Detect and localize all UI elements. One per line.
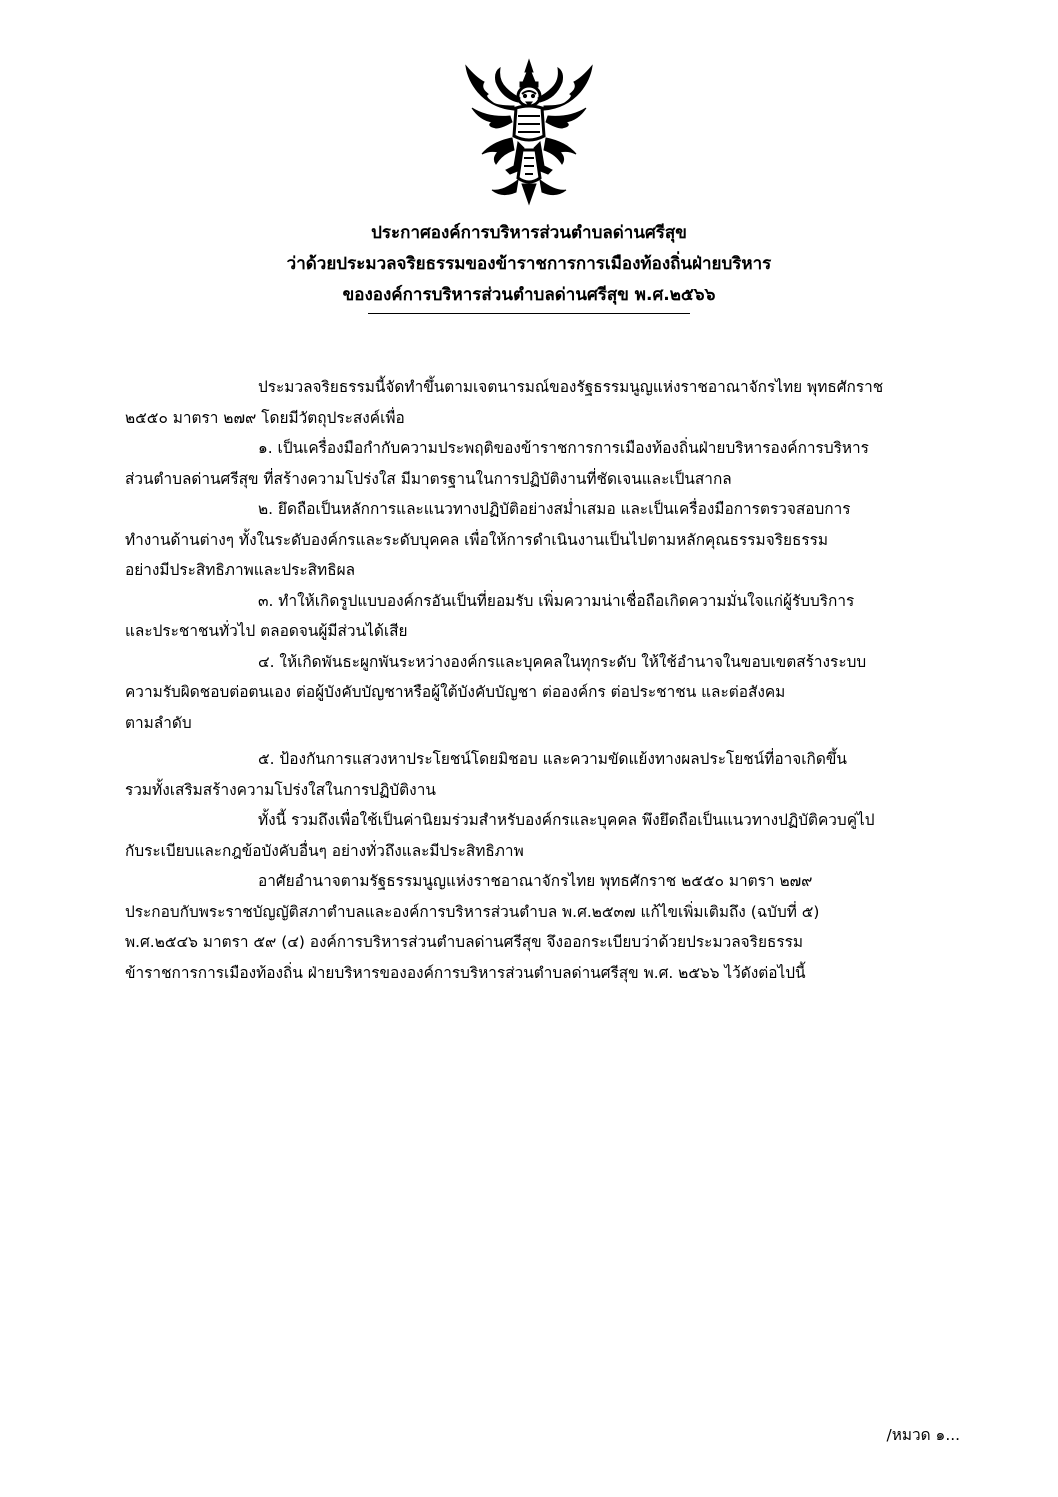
page-continuation-footer: /หมวด ๑... (886, 1426, 960, 1444)
body-line: ๒. ยึดถือเป็นหลักการและแนวทางปฏิบัติอย่างสม่ำเสมอ และเป็นเครื่องมือการตรวจสอบการ (258, 500, 851, 518)
title-divider (368, 313, 690, 314)
body-line: ๑. เป็นเครื่องมือกำกับความประพฤติของข้าราชการการเมืองท้องถิ่นฝ่ายบริหารองค์การบริหาร (258, 439, 869, 457)
body-line: ส่วนตำบลด่านศรีสุข ที่สร้างความโปร่งใส มีมาตรฐานในการปฏิบัติงานที่ชัดเจนและเป็นสากล (125, 469, 732, 488)
body-line: ข้าราชการการเมืองท้องถิ่น ฝ่ายบริหารขององค์การบริหารส่วนตำบลด่านศรีสุข พ.ศ. ๒๕๖๖ ไว้ดังต่อไปนี้ (125, 963, 806, 982)
body-line: ๒๕๕๐ มาตรา ๒๗๙ โดยมีวัตถุประสงค์เพื่อ (125, 408, 405, 427)
body-line: ๕. ป้องกันการแสวงหาประโยชน์โดยมิชอบ และความขัดแย้งทางผลประโยชน์ที่อาจเกิดขึ้น (258, 750, 847, 768)
body-line: ๔. ให้เกิดพันธะผูกพันระหว่างองค์กรและบุคคลในทุกระดับ ให้ใช้อำนาจในขอบเขตสร้างระบบ (258, 652, 867, 671)
garuda-emblem-icon (462, 58, 596, 206)
body-line: และประชาชนทั่วไป ตลอดจนผู้มีส่วนได้เสีย (125, 622, 408, 640)
body-line: ตามลำดับ (125, 713, 192, 732)
document-body (125, 372, 961, 988)
title-line-3: ขององค์การบริหารส่วนตำบลด่านศรีสุข พ.ศ.๒๕๖๖ (342, 285, 716, 305)
body-line: ทั้งนี้ รวมถึงเพื่อใช้เป็นค่านิยมร่วมสำหรับองค์กรและบุคคล พึงยึดถือเป็นแนวทางปฏิบัติควบคู่ไป (258, 811, 875, 829)
body-line: อาศัยอำนาจตามรัฐธรรมนูญแห่งราชอาณาจักรไทย พุทธศักราช ๒๕๕๐ มาตรา ๒๗๙ (258, 872, 813, 890)
body-line: พ.ศ.๒๕๔๖ มาตรา ๕๙ (๔) องค์การบริหารส่วนตำบลด่านศรีสุข จึงออกระเบียบว่าด้วยประมวลจริยธรรม (125, 933, 804, 951)
body-line: ๓. ทำให้เกิดรูปแบบองค์กรอันเป็นที่ยอมรับ เพิ่มความน่าเชื่อถือเกิดความมั่นใจแก่ผู้รับบริการ (258, 591, 855, 610)
body-line: ความรับผิดชอบต่อตนเอง ต่อผู้บังคับบัญชาหรือผู้ใต้บังคับบัญชา ต่อองค์กร ต่อประชาชน และต่อสังคม (125, 683, 786, 701)
body-line: ทำงานด้านต่างๆ ทั้งในระดับองค์กรและระดับบุคคล เพื่อให้การดำเนินงานเป็นไปตามหลักคุณธรรมจริยธรรม (125, 530, 829, 549)
body-line: อย่างมีประสิทธิภาพและประสิทธิผล (125, 561, 356, 579)
body-line: รวมทั้งเสริมสร้างความโปร่งใสในการปฏิบัติงาน (125, 780, 436, 799)
title-line-2: ว่าด้วยประมวลจริยธรรมของข้าราชการการเมืองท้องถิ่นฝ่ายบริหาร (286, 254, 772, 274)
body-line: ประกอบกับพระราชบัญญัติสภาตำบลและองค์การบริหารส่วนตำบล พ.ศ.๒๕๓๗ แก้ไขเพิ่มเติมถึง (ฉบับที่ ๕) (125, 902, 820, 921)
body-line: ประมวลจริยธรรมนี้จัดทำขึ้นตามเจตนารมณ์ของรัฐธรรมนูญแห่งราชอาณาจักรไทย พุทธศักราช (258, 378, 884, 396)
title-line-1: ประกาศองค์การบริหารส่วนตำบลด่านศรีสุข (371, 223, 687, 243)
document-title (150, 218, 908, 314)
body-line: กับระเบียบและกฎข้อบังคับอื่นๆ อย่างทั่วถึงและมีประสิทธิภาพ (125, 841, 524, 860)
